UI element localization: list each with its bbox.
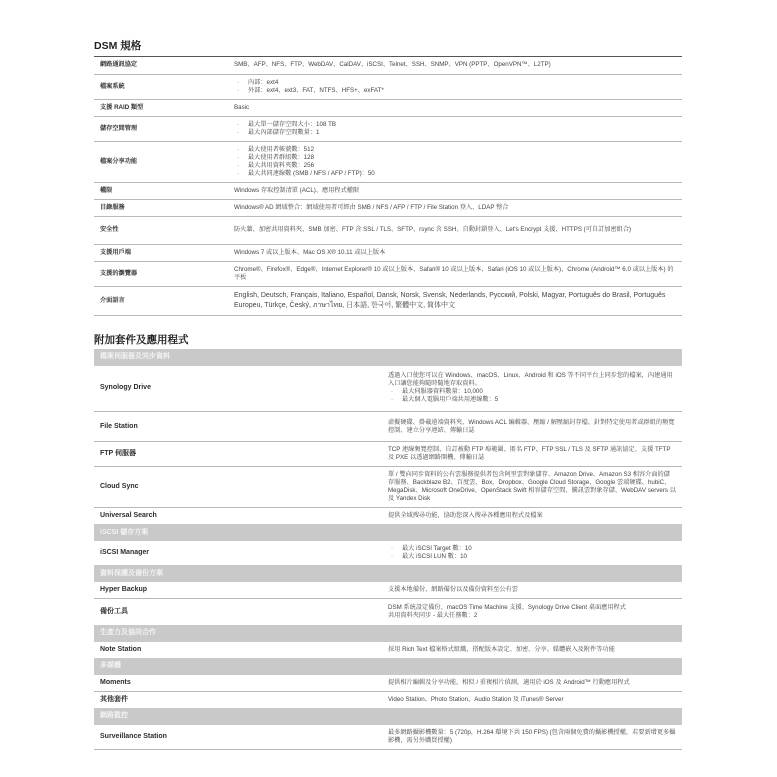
dsm-spec-table	[94, 57, 682, 316]
app-row-hyper-backup	[94, 582, 682, 599]
spec-key: 權限	[94, 182, 234, 199]
spec-value: SMB、AFP、NFS、FTP、WebDAV、CalDAV、iSCSI、Telnet、SSH、SNMP、VPN (PPTP、OpenVPN™、L2TP)	[234, 57, 682, 74]
spec-row-file-sharing	[94, 141, 682, 182]
spec-value: 防火牆、加密共用資料夾、SMB 加密、FTP 含 SSL / TLS、SFTP、rsync 含 SSH、自動封鎖登入、Let's Encrypt 支援、HTTPS (可自訂加密組合)	[234, 216, 682, 244]
app-description	[388, 366, 682, 412]
app-description: TCP 連線頻寬控制、自訂被動 FTP 埠範圍、匿名 FTP、FTP SSL / TLS 及 SFTP 通訊協定、支援 TFTP 及 PXE 以透過網路開機、傳輸日誌	[388, 442, 682, 467]
spec-row-browsers	[94, 261, 682, 286]
bullet-item: · 最大共同連線數 (SMB / NFS / AFP / FTP)：50	[234, 170, 676, 178]
spec-key: 支援 RAID 類型	[94, 99, 234, 116]
bullet-item: · 最大伺服器資料數量：10,000	[388, 388, 676, 396]
spec-value	[234, 74, 682, 99]
category-backup	[94, 565, 682, 582]
spec-key: 目錄服務	[94, 199, 234, 216]
app-row-other-packages	[94, 691, 682, 708]
app-description: 採用 Rich Text 檔案格式組織，搭配版本設定、加密、分享、媒體嵌入及附件等功能	[388, 645, 615, 653]
category-surveillance	[94, 708, 682, 725]
app-name: Hyper Backup	[94, 582, 388, 599]
category-label: 多媒體	[94, 658, 682, 675]
app-name: FTP 伺服器	[94, 442, 388, 467]
app-row-synology-drive	[94, 366, 682, 412]
app-row-file-station	[94, 412, 682, 442]
description-line: 共用資料夾同步 - 最大任務數：2	[388, 611, 478, 619]
category-label: 檔案伺服器及同步資料	[94, 349, 682, 366]
app-name: 其他套件	[100, 695, 128, 703]
bullet-item: · 最大共用資料夾數：256	[234, 162, 676, 170]
app-description: 虛擬硬碟、掛載遠端資料夾、Windows ACL 編輯器、壓縮 / 解壓縮封存檔、針對特定使用者或群組的頻寬控制、建立分享連結、傳輸日誌	[388, 412, 682, 442]
spec-sheet	[94, 38, 682, 750]
bullet-item: · 最大使用者群組數：128	[234, 154, 676, 162]
app-row-ftp-server	[94, 442, 682, 467]
bullet-item: · 外部：ext4、ext3、FAT、NTFS、HFS+、exFAT*	[234, 87, 676, 95]
app-name: Universal Search	[100, 512, 157, 519]
bullet-item: · 最大 iSCSI Target 數：10	[388, 545, 676, 553]
category-label: 生產力及協同合作	[94, 625, 682, 642]
app-row-universal-search	[94, 508, 682, 525]
app-name: Note Station	[100, 645, 142, 653]
spec-value	[234, 141, 682, 182]
bullet-item: · 最大使用者帳號數：512	[234, 146, 676, 154]
app-name: 備份工具	[100, 607, 128, 615]
spec-value: English, Deutsch, Français, Italiano, Español, Dansk, Norsk, Svensk, Nederlands, Русский, Polski, Magyar, Português do Brasil, Português Europeu, Türkçe, Český, ภาษาไทย, 日本語, 한국어, 繁體中文, 简体中文	[234, 286, 682, 315]
spec-value: Chrome®、Firefox®、Edge®、Internet Explorer® 10 或以上版本、Safari® 10 或以上版本、Safari (iOS 10 或以上版本)、Chrome (Android™ 6.0 或以上版本) 的平板	[234, 261, 682, 286]
app-name: Cloud Sync	[94, 467, 388, 508]
spec-row-security	[94, 216, 682, 244]
spec-value: Windows 7 或以上版本、Mac OS X® 10.11 或以上版本	[234, 244, 682, 261]
bullet-item: · 內部：ext4	[234, 79, 676, 87]
spec-key: 檔案分享功能	[94, 141, 234, 182]
app-row-cloud-sync	[94, 467, 682, 508]
app-row-iscsi-manager	[94, 541, 682, 565]
category-label: iSCSI 儲存方案	[94, 524, 682, 541]
app-row-note-station	[94, 642, 682, 658]
spec-key: 安全性	[94, 216, 234, 244]
spec-row-raid	[94, 99, 682, 116]
app-description	[388, 541, 682, 565]
spec-value: Windows 存取控制清單 (ACL)、應用程式權限	[234, 182, 682, 199]
spec-value: Windows® AD 網域整合：網域使用者可經由 SMB / NFS / AFP / FTP / File Station 登入、LDAP 整合	[234, 199, 682, 216]
spec-row-clients	[94, 244, 682, 261]
app-description: 支援本地備份、網路備份以及備份資料至公有雲	[388, 582, 682, 599]
app-row-moments	[94, 675, 682, 692]
spec-row-languages	[94, 286, 682, 315]
app-description: 提供相片編輯及分享功能，相似 / 重複相片偵測，適用於 iOS 及 Android™ 行動應用程式	[388, 675, 682, 692]
spec-key: 儲存空間管理	[94, 116, 234, 141]
app-name: Surveillance Station	[94, 725, 388, 750]
spec-row-privileges	[94, 182, 682, 199]
app-name: Synology Drive	[94, 366, 388, 412]
category-label: 網路監控	[94, 708, 682, 725]
app-description: Video Station、Photo Station、Audio Station 及 iTunes® Server	[388, 695, 564, 703]
spec-row-protocols	[94, 57, 682, 74]
category-multimedia	[94, 658, 682, 675]
app-name: iSCSI Manager	[100, 549, 150, 556]
app-name: File Station	[94, 412, 388, 442]
app-row-surveillance-station	[94, 725, 682, 750]
category-file-server	[94, 349, 682, 366]
spec-key: 介面語言	[94, 286, 234, 315]
spec-key: 支援用戶端	[94, 244, 234, 261]
category-iscsi	[94, 524, 682, 541]
bullet-item: · 最大個人電腦用戶端共用連線數：5	[388, 396, 676, 404]
category-productivity	[94, 625, 682, 642]
description-line: DSM 系統設定備份、macOS Time Machine 支援、Synology Drive Client 桌面應用程式	[388, 603, 626, 611]
addons-section-title: 附加套件及應用程式	[94, 333, 189, 346]
app-description	[388, 599, 682, 625]
addons-spec-table	[94, 349, 682, 750]
description-text: 透過入口使您可以在 Windows、macOS、Linux、Android 和 iOS 等不同平台上同步您的檔案，內建通用入口讓您能夠隨時隨地存取資料。	[388, 372, 673, 388]
spec-key: 支援的瀏覽器	[94, 261, 234, 286]
app-name: Moments	[94, 675, 388, 692]
category-label: 資料保護及備份方案	[94, 565, 682, 582]
app-description: 最多網路攝影機數量：5 (720p，H.264 環境下共 150 FPS) (包含兩個免費的攝影機授權，若要新增更多攝影機，需另外購買授權)	[388, 725, 682, 750]
spec-value	[234, 116, 682, 141]
spec-row-storage	[94, 116, 682, 141]
app-description: 提供全域搜尋功能，協助您深入搜尋各種應用程式及檔案	[388, 512, 543, 519]
dsm-section-title: DSM 規格	[94, 38, 682, 57]
spec-key: 網路通訊協定	[94, 57, 234, 74]
app-row-backup-tools	[94, 599, 682, 625]
bullet-item: · 最大內部儲存空間數量：1	[234, 129, 676, 137]
bullet-item: · 最大單一儲存空間大小：108 TB	[234, 121, 676, 129]
app-description: 單 / 雙向同步資料的公有雲服務提供者包含阿里雲對象儲存、Amazon Drive、Amazon S3 相容介面的儲存服務、Backblaze B2、百度雲、Box、Dropbox、Google Cloud Storage、Google 雲端硬碟、hubiC、MegaDisk、Microsoft OneDrive、OpenStack Swift 相容儲存空間、騰訊雲對象存儲、WebDAV servers 以及 Yandex Disk	[388, 467, 682, 508]
spec-row-filesystem	[94, 74, 682, 99]
spec-row-directory	[94, 199, 682, 216]
bullet-item: · 最大 iSCSI LUN 數：10	[388, 553, 676, 561]
spec-key: 檔案系統	[94, 74, 234, 99]
spec-value: Basic	[234, 99, 682, 116]
